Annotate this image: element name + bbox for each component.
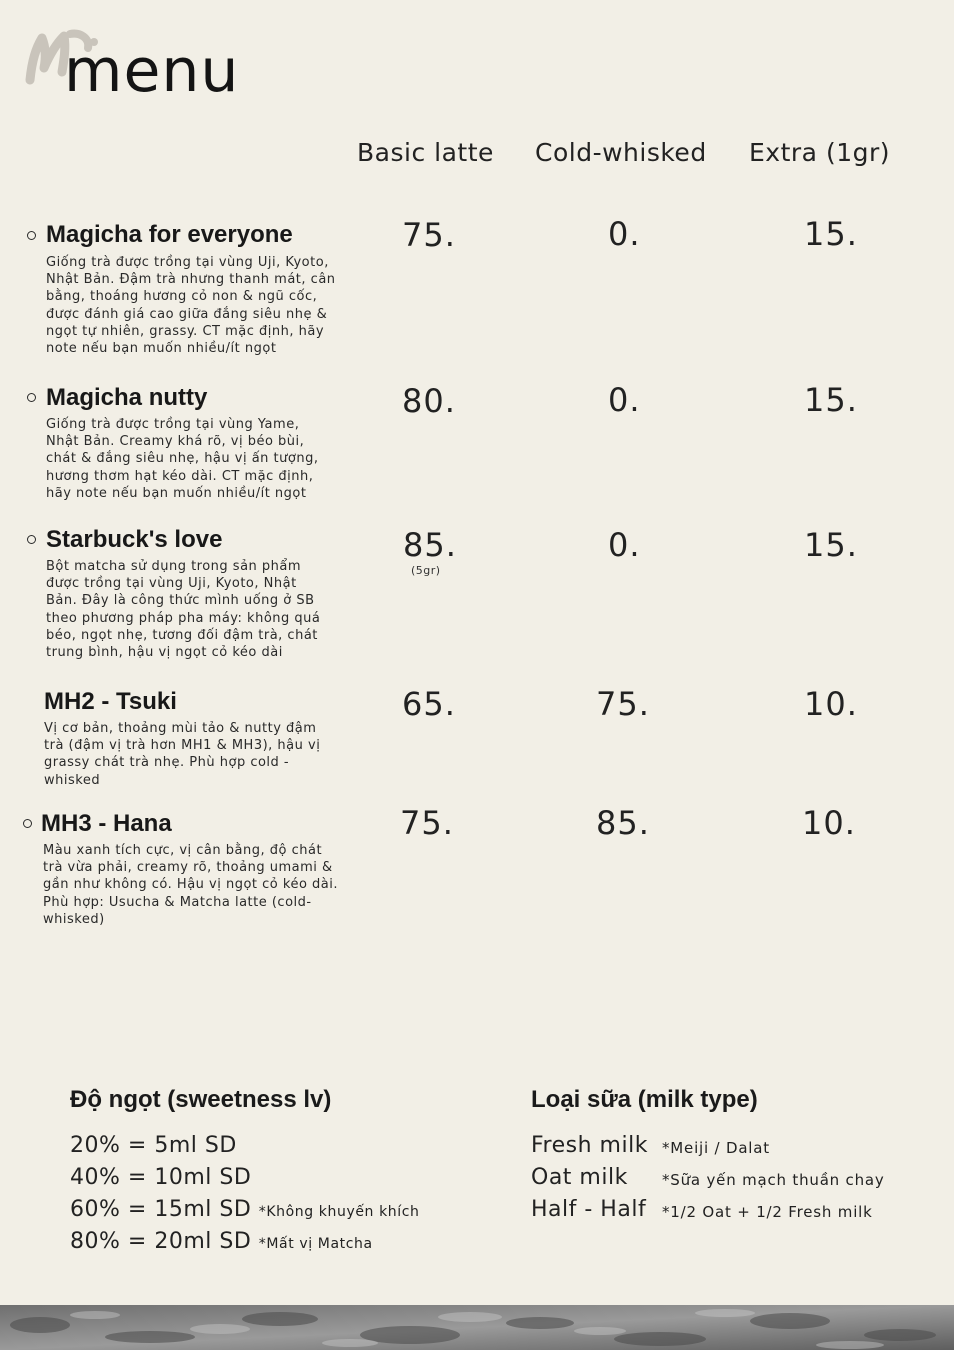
item-name: Magicha for everyone bbox=[46, 221, 293, 248]
milk-type-note: *Meiji / Dalat bbox=[662, 1139, 770, 1157]
price-cold-whisked: 0. bbox=[608, 381, 641, 419]
milk-type-note: *Sữa yến mạch thuần chay bbox=[662, 1171, 885, 1189]
item-description: Giống trà được trồng tại vùng Uji, Kyoto, Nhật Bản. Đậm trà nhưng thanh mát, cân bằng, thoáng hương cỏ non & ngũ cốc, được đánh giá cao giữa đắng siêu nhẹ & ngọt tự nhiên, grassy. CT mặc định, hãy note nếu bạn muốn nhiều/ít ngọt bbox=[46, 255, 336, 357]
sweetness-level bbox=[70, 1197, 420, 1222]
item-name: Magicha nutty bbox=[46, 384, 208, 411]
item-description: Màu xanh tích cực, vị cân bằng, độ chát trà vừa phải, creamy rõ, thoảng umami & gần như không có. Hậu vị ngọt cỏ kéo dài. Phù hợp: Usucha & Matcha latte (cold-whisked) bbox=[43, 843, 338, 927]
price-basic-latte: 75. bbox=[400, 804, 454, 842]
price-extra: 10. bbox=[804, 685, 858, 723]
price-basic-latte: 75. bbox=[402, 216, 456, 254]
milk-title: Loại sữa (milk type) bbox=[531, 1086, 758, 1113]
sweetness-level bbox=[70, 1229, 373, 1254]
price-basic-latte: 80. bbox=[402, 382, 456, 420]
milk-type-note: *1/2 Oat + 1/2 Fresh milk bbox=[662, 1203, 873, 1221]
price-cold-whisked: 0. bbox=[608, 526, 641, 564]
bullet-icon bbox=[23, 819, 32, 828]
price-extra: 10. bbox=[802, 804, 856, 842]
price-basic-latte: 85. bbox=[403, 526, 457, 564]
price-cold-whisked: 85. bbox=[596, 804, 650, 842]
sweetness-level bbox=[70, 1165, 251, 1190]
milk-type-name: Fresh milk bbox=[531, 1133, 648, 1158]
milk-type-name: Oat milk bbox=[531, 1165, 628, 1190]
page-title: menu bbox=[64, 36, 240, 106]
milk-type-name: Half - Half bbox=[531, 1197, 647, 1222]
column-header-cold-whisked: Cold-whisked bbox=[535, 138, 707, 167]
column-header-extra: Extra (1gr) bbox=[749, 138, 890, 167]
price-cold-whisked: 0. bbox=[608, 215, 641, 253]
item-name: Starbuck's love bbox=[46, 526, 223, 553]
portion-note: (5gr) bbox=[411, 564, 441, 577]
price-extra: 15. bbox=[804, 215, 858, 253]
stone-texture-icon bbox=[0, 1305, 954, 1350]
item-description: Giống trà được trồng tại vùng Yame, Nhật Bản. Creamy khá rõ, vị béo bùi, chát & đắng siêu nhẹ, hậu vị ấn tượng, hương thơm hạt kéo dài. CT mặc định, hãy note nếu bạn muốn nhiều/ít ngọt bbox=[46, 417, 319, 501]
price-extra: 15. bbox=[804, 381, 858, 419]
sweetness-note: *Mất vị Matcha bbox=[258, 1236, 373, 1252]
price-cold-whisked: 75. bbox=[596, 685, 650, 723]
sweetness-value: 20% = 5ml SD bbox=[70, 1133, 237, 1158]
item-name: MH2 - Tsuki bbox=[44, 688, 177, 715]
price-extra: 15. bbox=[804, 526, 858, 564]
sweetness-value: 40% = 10ml SD bbox=[70, 1165, 252, 1190]
bullet-icon bbox=[27, 535, 36, 544]
item-description: Vị cơ bản, thoảng mùi tảo & nutty đậm trà (đậm vị trà hơn MH1 & MH3), hậu vị grassy chát trà nhẹ. Phù hợp cold - whisked bbox=[44, 721, 321, 788]
sweetness-level bbox=[70, 1133, 237, 1158]
bullet-icon bbox=[27, 231, 36, 240]
sweetness-title: Độ ngọt (sweetness lv) bbox=[70, 1086, 332, 1113]
price-basic-latte: 65. bbox=[402, 685, 456, 723]
item-name: MH3 - Hana bbox=[41, 810, 172, 837]
column-header-basic-latte: Basic latte bbox=[357, 138, 494, 167]
bullet-icon bbox=[27, 393, 36, 402]
item-description: Bột matcha sử dụng trong sản phẩm được trồng tại vùng Uji, Kyoto, Nhật Bản. Đây là công thức mình uống ở SB theo phương pháp pha máy: không quá béo, ngọt nhẹ, tương đối đậm trà, chát trung bình, hậu vị ngọt cỏ kéo dài bbox=[46, 559, 321, 661]
sweetness-value: 60% = 15ml SD bbox=[70, 1197, 252, 1222]
sweetness-note: *Không khuyến khích bbox=[258, 1204, 420, 1220]
sweetness-value: 80% = 20ml SD bbox=[70, 1229, 252, 1254]
